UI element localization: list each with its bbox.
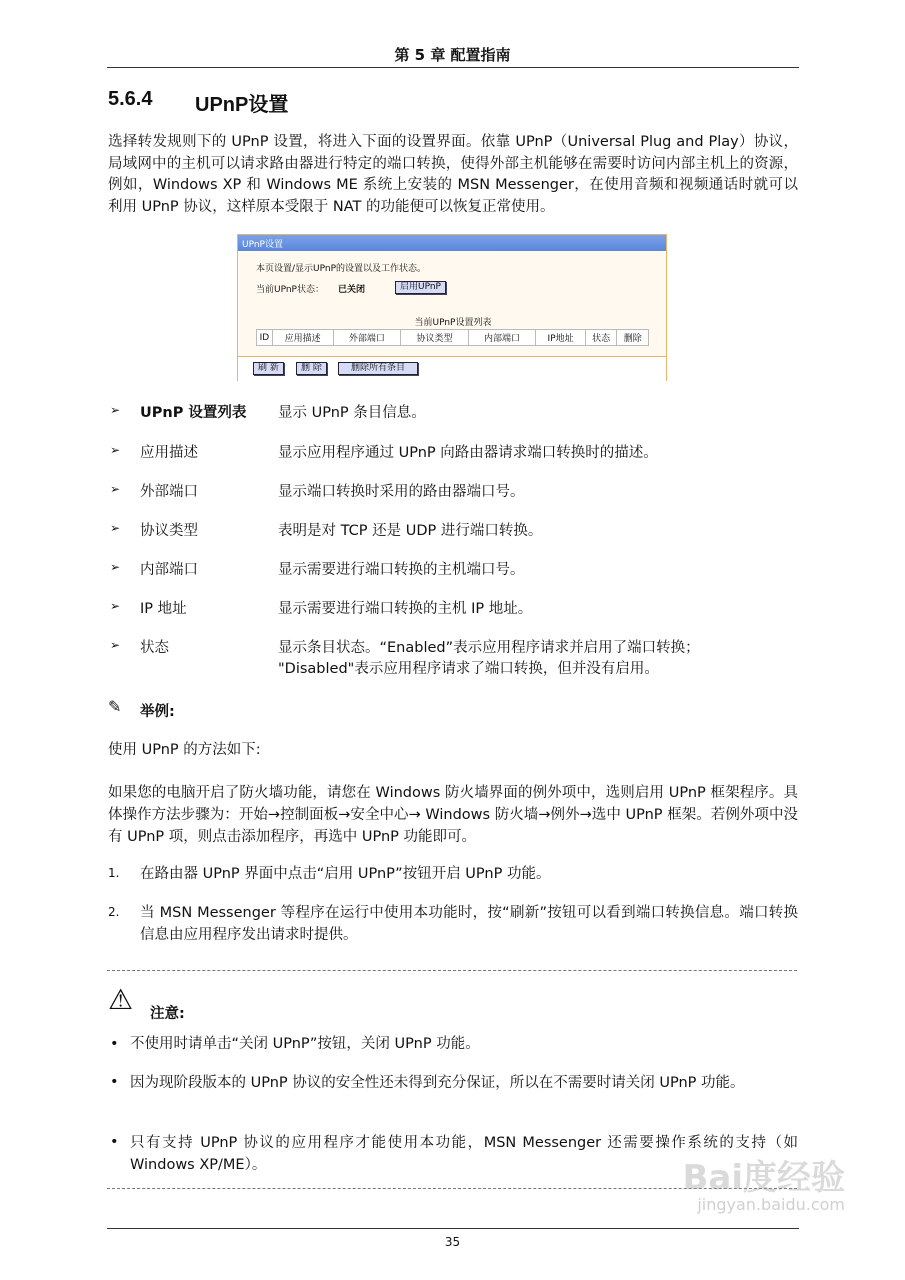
arrow-bullet-icon: ➢: [110, 560, 121, 574]
definition-desc: 显示需要进行端口转换的主机 IP 地址。: [278, 601, 533, 617]
note-item: 只有支持 UPnP 协议的应用程序才能使用本功能，MSN Messenger 还需要操作系统的支持（如 Windows XP/ME）。: [130, 1135, 798, 1173]
example-icon: ✎: [108, 697, 122, 716]
definition-term: 外部端口: [140, 484, 198, 500]
upnp-table: [256, 329, 649, 346]
screenshot-description: 本页设置/显示UPnP的设置以及工作状态。: [256, 264, 427, 274]
watermark-url: jingyan.baidu.com: [697, 1195, 845, 1214]
page-number: 35: [444, 1235, 461, 1249]
upnp-settings-screenshot: [237, 234, 667, 381]
arrow-bullet-icon: ➢: [110, 482, 121, 496]
divider: [107, 970, 797, 971]
bullet-icon: •: [110, 1074, 119, 1090]
column-header: 应用描述: [272, 330, 333, 346]
chapter-header: 第 5 章 配置指南: [394, 46, 511, 64]
warning-icon: ⚠: [108, 983, 134, 1016]
header-rule: [107, 67, 799, 68]
bullet-icon: •: [110, 1036, 119, 1052]
step-number: 1.: [108, 866, 120, 880]
definition-desc: "Disabled"表示应用程序请求了端口转换，但并没有启用。: [278, 661, 659, 677]
section-number: 5.6.4: [108, 88, 153, 110]
definition-desc: 显示端口转换时采用的路由器端口号。: [278, 484, 525, 500]
example-label: 举例:: [140, 704, 175, 720]
step-text: 在路由器 UPnP 界面中点击“启用 UPnP”按钮开启 UPnP 功能。: [140, 866, 551, 882]
column-header: 状态: [585, 330, 617, 346]
arrow-bullet-icon: ➢: [110, 443, 121, 457]
bullet-icon: •: [110, 1134, 119, 1150]
watermark-logo: Bai度经验: [682, 1158, 845, 1198]
step-number: 2.: [108, 905, 120, 919]
definition-desc: 显示应用程序通过 UPnP 向路由器请求端口转换时的描述。: [278, 445, 658, 461]
definition-desc: 显示条目状态。“Enabled”表示应用程序请求并启用了端口转换；: [278, 640, 700, 656]
arrow-bullet-icon: ➢: [110, 599, 121, 613]
column-header: 协议类型: [401, 330, 469, 346]
example-lead: 使用 UPnP 的方法如下:: [108, 742, 261, 758]
definition-term: 状态: [140, 640, 169, 656]
definition-term: IP 地址: [140, 601, 187, 617]
delete-button[interactable]: 删 除: [296, 362, 327, 375]
footer-rule: [107, 1228, 799, 1229]
step-text: 当 MSN Messenger 等程序在运行中使用本功能时，按“刷新”按钮可以看到端口转换信息。端口转换信息由应用程序发出请求时提供。: [140, 905, 798, 943]
example-paragraph: 如果您的电脑开启了防火墙功能，请您在 Windows 防火墙界面的例外项中，选则启用 UPnP 框架程序。具体操作方法步骤为：开始→控制面板→安全中心→ Windows 防火墙→例外→选中 UPnP 框架。若例外项中没有 UPnP 项，则点击添加程序，再选中 UPnP 功能即可。: [108, 785, 798, 845]
arrow-bullet-icon: ➢: [110, 638, 121, 652]
enable-upnp-button[interactable]: 启用UPnP: [395, 281, 446, 294]
arrow-bullet-icon: ➢: [110, 403, 121, 417]
definition-term: UPnP 设置列表: [140, 405, 247, 421]
definition-desc: 显示需要进行端口转换的主机端口号。: [278, 562, 525, 578]
section-title: UPnP设置: [195, 94, 289, 116]
column-header: 外部端口: [333, 330, 401, 346]
definition-term: 协议类型: [140, 523, 198, 539]
refresh-button[interactable]: 刷 新: [253, 362, 284, 375]
note-item: 因为现阶段版本的 UPnP 协议的安全性还未得到充分保证，所以在不需要时请关闭 UPnP 功能。: [130, 1075, 745, 1091]
column-header: IP地址: [536, 330, 586, 346]
column-header: 删除: [617, 330, 649, 346]
definition-term: 应用描述: [140, 445, 198, 461]
intro-paragraph: 选择转发规则下的 UPnP 设置，将进入下面的设置界面。依靠 UPnP（Universal Plug and Play）协议，局域网中的主机可以请求路由器进行特定的端口转换，使得外部主机能够在需要时访问内部主机上的资源，例如，Windows XP 和 Windows ME 系统上安装的 MSN Messenger，在使用音频和视频通话时就可以利用 UPnP 协议，这样原本受限于 NAT 的功能便可以恢复正常使用。: [108, 134, 798, 215]
status-value: 已关闭: [338, 285, 366, 295]
column-header: 内部端口: [468, 330, 536, 346]
screenshot-title: UPnP设置: [238, 235, 666, 251]
arrow-bullet-icon: ➢: [110, 521, 121, 535]
definition-desc: 显示 UPnP 条目信息。: [278, 405, 426, 421]
delete-all-button[interactable]: 删除所有条目: [338, 362, 418, 375]
note-item: 不使用时请单击“关闭 UPnP”按钮，关闭 UPnP 功能。: [130, 1036, 480, 1052]
note-label: 注意:: [150, 1006, 185, 1022]
definition-term: 内部端口: [140, 562, 198, 578]
definition-desc: 表明是对 TCP 还是 UDP 进行端口转换。: [278, 523, 543, 539]
status-label: 当前UPnP状态：: [256, 285, 324, 295]
table-title: 当前UPnP设置列表: [414, 318, 492, 328]
column-header: ID: [257, 330, 273, 346]
